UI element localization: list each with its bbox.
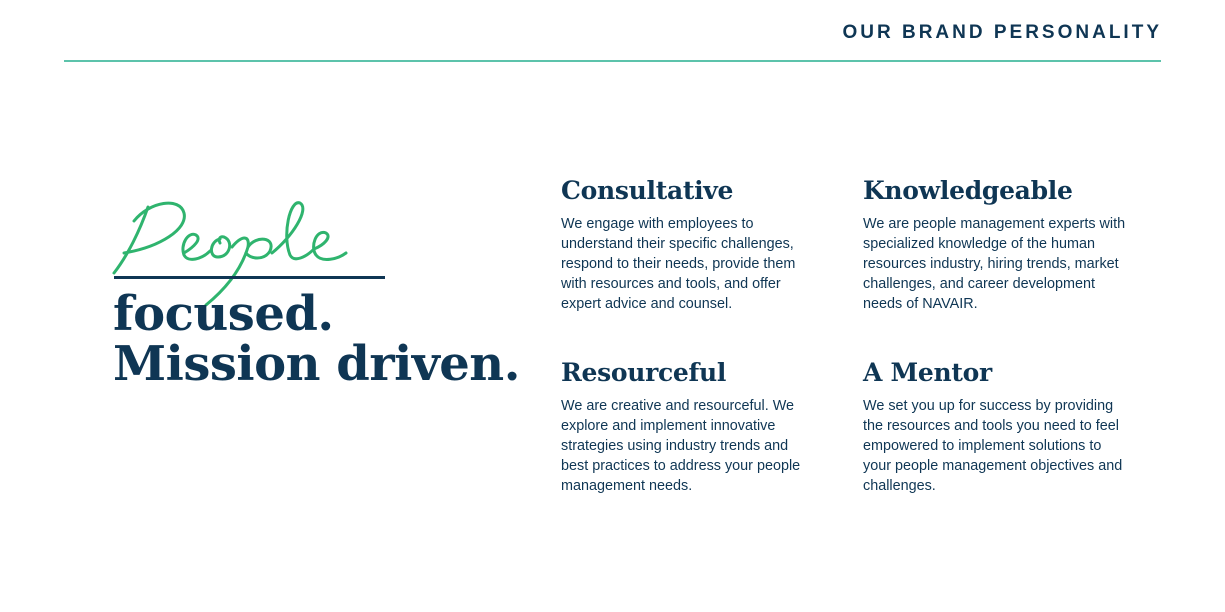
- trait-description: We are people management experts with specialized knowledge of the human resources industry, hiring trends, market challenges, and career development needs of NAVAIR.: [863, 216, 1126, 312]
- tagline-line-1: focused.: [113, 286, 334, 342]
- trait-title: Knowledgeable: [863, 176, 1073, 205]
- trait-title: A Mentor: [863, 358, 992, 387]
- tagline: [113, 286, 520, 392]
- trait-description: We are creative and resourceful. We explore and implement innovative strategies using industry trends and best practices to address your people management needs.: [561, 398, 801, 494]
- page-title: OUR BRAND PERSONALITY: [842, 22, 1162, 43]
- trait-description: We set you up for success by providing the resources and tools you need to feel empowered to implement solutions to your people management objectives and challenges.: [863, 398, 1123, 494]
- trait-knowledgeable: [863, 176, 1131, 314]
- trait-description: We engage with employees to understand their specific challenges, respond to their needs, provide them with resources and tools, and offer expert advice and counsel.: [561, 216, 796, 312]
- trait-title: Resourceful: [561, 358, 727, 387]
- header-divider: [64, 60, 1161, 62]
- trait-title: Consultative: [561, 176, 734, 205]
- trait-mentor: [863, 358, 1131, 496]
- tagline-line-2: Mission driven.: [113, 336, 520, 392]
- script-underline: [114, 276, 385, 279]
- trait-consultative: [561, 176, 823, 314]
- trait-resourceful: [561, 358, 811, 496]
